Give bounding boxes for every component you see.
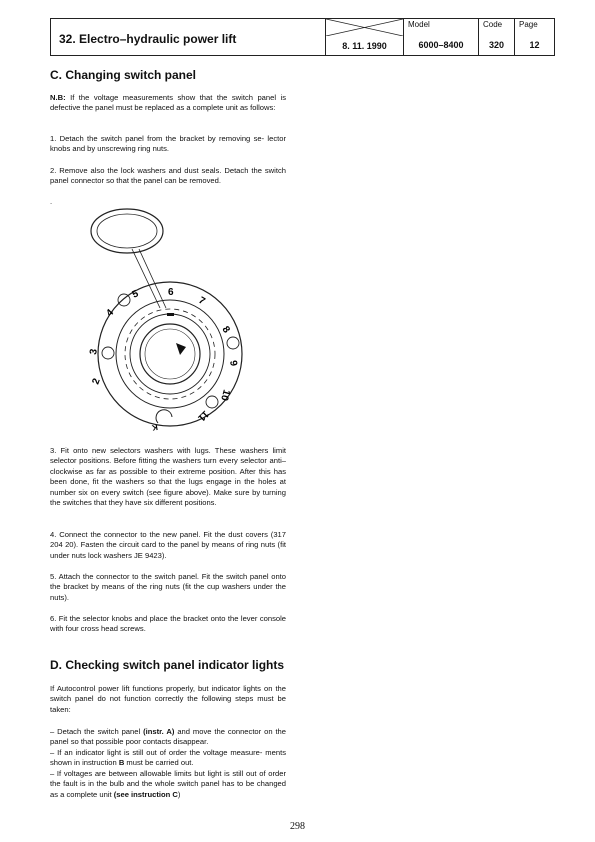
model-cell	[404, 19, 479, 55]
dial-number-10: 10	[218, 388, 232, 402]
step-4: 4. Connect the connector to the new panel. Fit the dust covers (317 204 20). Fasten the circuit card to the panel by means of ring nuts (fit under nuts lock washers JE 9423).	[50, 530, 286, 560]
date-value: 8. 11. 1990	[342, 41, 387, 51]
nb-label: N.B:	[50, 93, 66, 102]
page-header	[50, 18, 555, 56]
chapter-title-cell	[51, 19, 326, 55]
check-step-2	[50, 748, 286, 769]
step-2: 2. Remove also the lock washers and dust seals. Detach the switch panel connector so that the panel can be removed.	[50, 166, 286, 186]
dial-number-8: 8	[219, 324, 232, 336]
code-cell	[479, 19, 515, 55]
step-1: 1. Detach the switch panel from the bracket by removing se- lector knobs and by unscrewing ring nuts.	[50, 134, 286, 154]
dial-number-6: 6	[168, 287, 174, 298]
check-step-1-text-b: and move the connector on the panel so that possible poor contacts disappear.	[50, 727, 287, 747]
step-5: 5. Attach the connector to the switch panel. Fit the switch panel onto the bracket by means of the ring nuts (fit the cup washers under the nuts).	[50, 572, 286, 602]
model-label: Model	[408, 20, 430, 29]
check-step-1-text-a: – Detach the switch panel	[50, 727, 144, 736]
chapter-title: 32. Electro–hydraulic power lift	[59, 32, 237, 46]
logo-text: K	[151, 422, 159, 433]
dial-number-3: 3	[88, 348, 100, 356]
page-cell	[515, 19, 554, 55]
page-value: 12	[529, 40, 540, 50]
nb-paragraph	[50, 93, 286, 114]
date-cell	[326, 19, 404, 55]
switch-panel-figure	[88, 205, 268, 445]
cross-mark-icon	[326, 19, 403, 36]
code-label: Code	[483, 20, 503, 29]
dial-number-4: 4	[104, 307, 117, 320]
step-6: 6. Fit the selector knobs and place the bracket onto the lever console with four cross head screws.	[50, 614, 286, 634]
check-step-3-text-a: – If voltages are between allowable limits but light is still out of order the fault is in the bulb and the whole switch panel has to be changed as a complete unit	[50, 769, 286, 799]
check-step-3-text-b: )	[177, 789, 181, 799]
check-step-1	[50, 727, 286, 748]
model-value: 6000–8400	[418, 40, 464, 50]
check-step-1-ref: (instr. A)	[143, 727, 175, 736]
check-step-2-text-b: must be carried out.	[124, 758, 194, 768]
check-step-2-ref: B	[118, 758, 125, 768]
section-d-heading: D. Checking switch panel indicator lights	[50, 658, 285, 672]
check-step-3	[50, 769, 286, 800]
dial-number-7: 7	[196, 295, 207, 308]
nb-text: If the voltage measurements show that the switch panel is defective the panel must be replaced as a complete unit as follows:	[50, 93, 286, 113]
manufacturer-logo-icon	[151, 410, 172, 433]
page-label: Page	[519, 20, 538, 29]
dial-number-2: 2	[90, 377, 103, 387]
code-value: 320	[488, 40, 505, 50]
check-step-2-text-a: – If an indicator light is still out of order the voltage measure- ments shown in instruction	[50, 748, 286, 768]
section-c-heading: C. Changing switch panel	[50, 68, 197, 82]
stray-dot: .	[50, 197, 53, 206]
page-number: 298	[290, 821, 305, 832]
section-d-intro: If Autocontrol power lift functions properly, but indicator lights on the switch panel do not function correctly the following steps must be taken:	[50, 684, 286, 714]
dial-number-11: 11	[195, 407, 211, 424]
step-3: 3. Fit onto new selectors washers with lugs. These washers limit selector positions. Before fitting the washers turn every selector anti–clockwise as far as possible to their extreme position. After this has been done, fit the washers so that the lugs engage in the holes at number six on every switch (see figure above). Make sure by turning the switches that they have six different positions.	[50, 446, 286, 508]
dial-number-5: 5	[130, 288, 141, 301]
dial-number-9: 9	[227, 359, 239, 367]
check-step-3-ref: (see instruction C	[113, 789, 178, 799]
